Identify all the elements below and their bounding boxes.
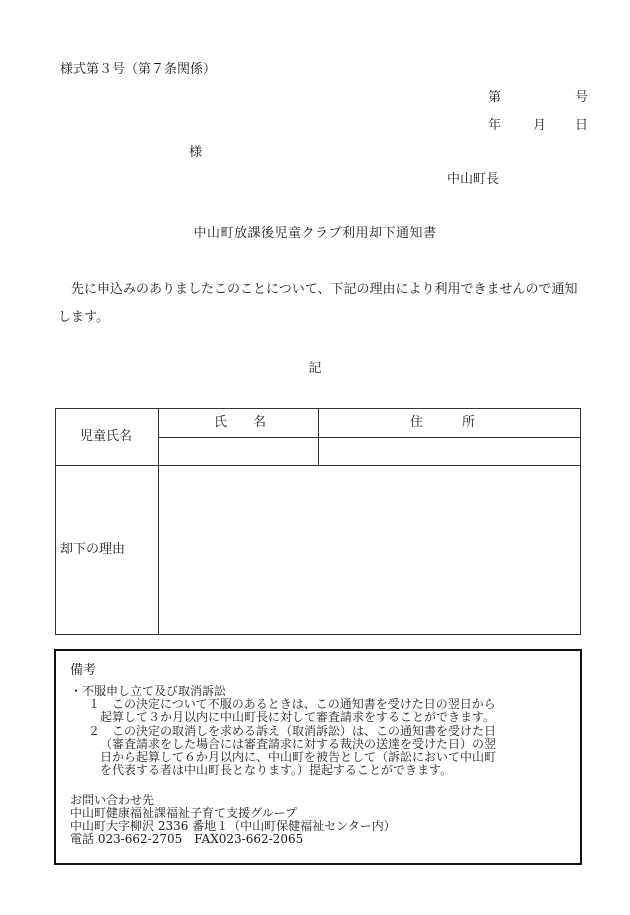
address-column-header: 住 所 [410, 415, 476, 430]
appeal-item-1-line-1: １ この決定について不服のあるときは、この通知書を受けた日の翌日から [88, 697, 496, 711]
notice-paragraph: 先に申込みのありましたこのことについて、下記の理由により利用できませんので通知します。 [58, 282, 578, 325]
appeal-item-2-line-2: （審査請求をした場合には審査請求に対する裁決の送達を受けた日）の翌 [100, 737, 497, 751]
date-year-label: 年 [488, 118, 502, 133]
document-title: 中山町放課後児童クラブ利用却下通知書 [193, 226, 437, 241]
child-name-label: 児童氏名 [80, 429, 133, 444]
form-number: 様式第３号（第７条関係） [60, 62, 217, 77]
child-address-field[interactable] [324, 441, 574, 461]
appeal-item-1-line-2: 起算して３か月以内に中山町長に対して審査請求をすることができます。 [100, 710, 496, 724]
appeal-item-2-line-4: を代表する者は中山町長となります。）提起することができます。 [100, 763, 453, 777]
child-info-table [55, 408, 581, 635]
child-name-field[interactable] [164, 441, 314, 461]
notice-body [58, 276, 588, 332]
appeal-title: ・不服申し立て及び取消訴訟 [70, 684, 227, 698]
contact-address: 中山町大字柳沢 2336 番地１（中山町保健福祉センター内） [70, 819, 396, 833]
issuer-name: 中山町長 [447, 172, 500, 187]
table-divider-v1 [158, 409, 159, 634]
rejection-reason-field[interactable] [164, 471, 574, 629]
date-month-label: 月 [533, 118, 547, 133]
contact-phone: 電話 023-662-2705 FAX023-662-2065 [70, 832, 304, 846]
remarks-heading: 備考 [70, 663, 97, 678]
ki-heading: 記 [308, 361, 322, 376]
appeal-item-2-line-3: 日から起算して６か月以内に、中山町を被告として（訴訟において中山町 [100, 750, 497, 764]
recipient-honorific: 様 [189, 145, 203, 160]
rejection-reason-label: 却下の理由 [60, 542, 126, 557]
document-number-suffix: 号 [575, 90, 589, 105]
table-divider-h2 [56, 465, 580, 466]
document-number-prefix: 第 [488, 90, 502, 105]
appeal-item-2-line-1: ２ この決定の取消しを求める訴え（取消訴訟）は、この通知書を受けた日 [88, 724, 497, 738]
contact-heading: お問い合わせ先 [70, 793, 155, 807]
date-day-label: 日 [575, 118, 589, 133]
contact-department: 中山町健康福祉課福祉子育て支援グループ [70, 806, 298, 820]
name-column-header: 氏 名 [214, 415, 267, 430]
table-divider-h1 [158, 437, 580, 438]
remarks-box [54, 649, 582, 865]
